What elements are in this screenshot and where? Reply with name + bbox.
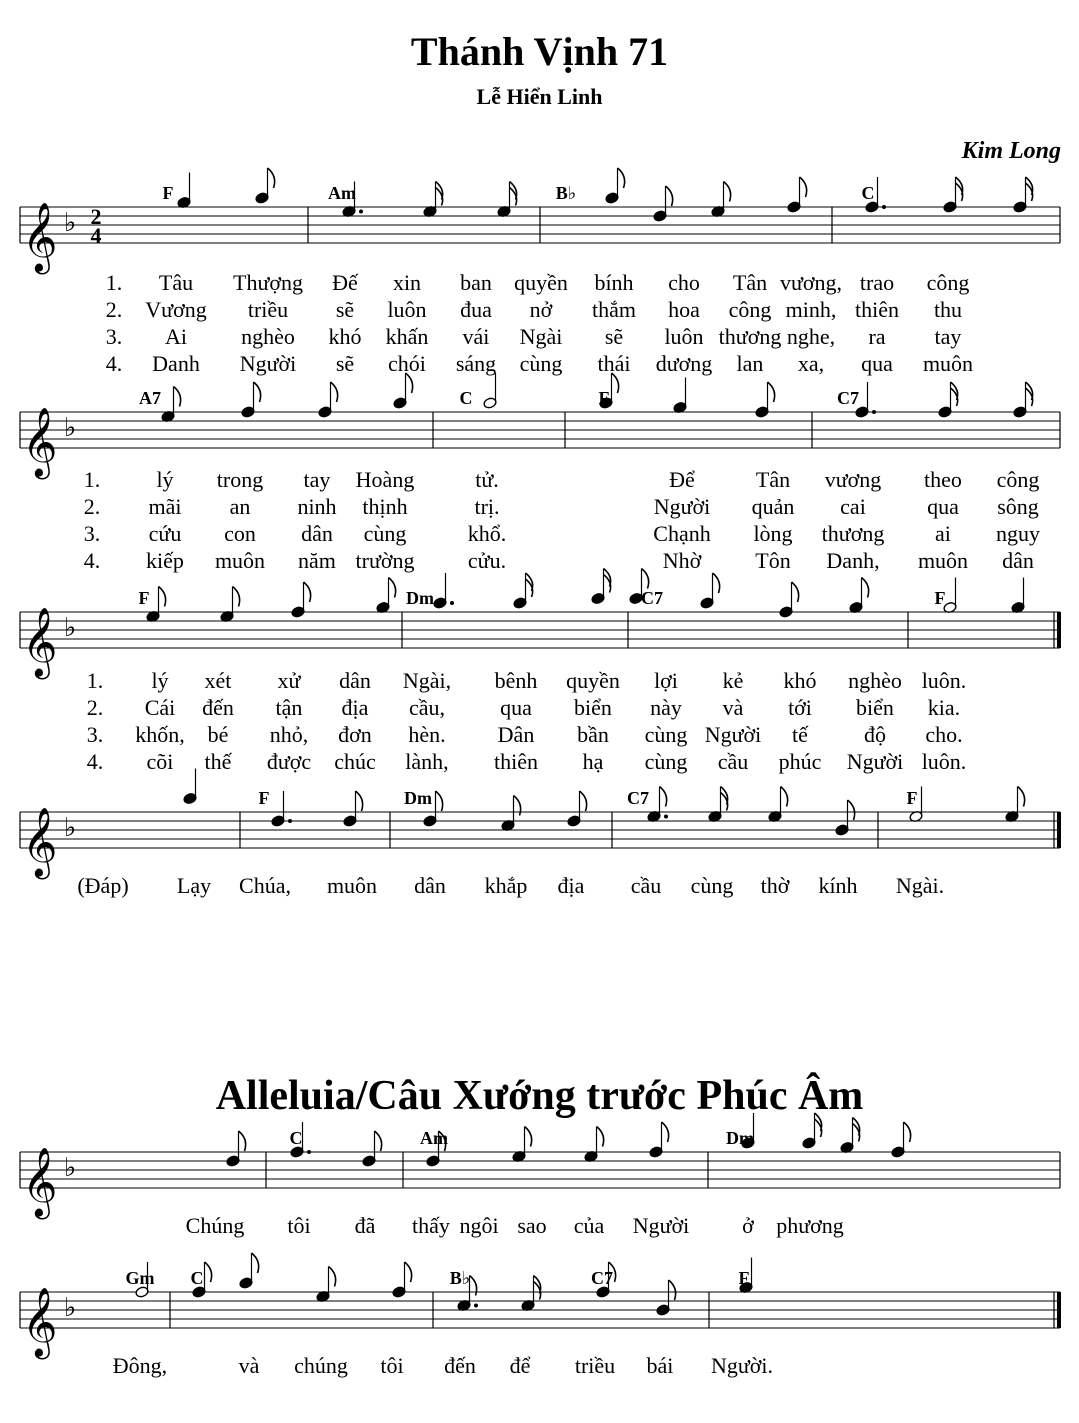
flat-key-icon: ♭ bbox=[64, 813, 77, 843]
note-flag bbox=[768, 382, 775, 402]
lyric-syllable: thương bbox=[718, 324, 782, 349]
lyric-syllable: Ngài, bbox=[402, 668, 452, 693]
chord-label: C bbox=[459, 388, 473, 408]
lyric-syllable: qua bbox=[861, 351, 893, 376]
note-flag bbox=[848, 800, 855, 820]
composer-name: Kim Long bbox=[961, 138, 1061, 164]
note-flag bbox=[239, 1131, 246, 1151]
note-flag bbox=[604, 569, 611, 593]
note-flag bbox=[642, 569, 649, 589]
note-flag bbox=[356, 791, 363, 811]
chord-label: B♭ bbox=[555, 183, 577, 203]
lyric-syllable: Chúa, bbox=[239, 873, 291, 898]
lyric-syllable: cùng bbox=[644, 722, 688, 747]
lyric-syllable: chúc bbox=[334, 749, 376, 774]
lyric-syllable: để bbox=[509, 1353, 531, 1378]
time-signature-top: 2 bbox=[90, 204, 102, 229]
chord-label: F bbox=[906, 788, 918, 808]
lyric-syllable: cửu. bbox=[467, 548, 507, 573]
lyric-syllable: Người bbox=[653, 494, 711, 519]
note-dot bbox=[664, 815, 668, 819]
note-flag bbox=[510, 182, 517, 206]
lyric-syllable: trao bbox=[859, 270, 895, 295]
lyric-syllable: cứu bbox=[148, 521, 182, 546]
lyric-syllable: tôi bbox=[287, 1213, 311, 1238]
note-flag bbox=[669, 1280, 676, 1300]
chord-label: F bbox=[738, 1268, 750, 1288]
lyric-syllable: Tâu bbox=[158, 270, 194, 295]
verse-number: 3. bbox=[105, 324, 123, 349]
chord-label: Dm bbox=[726, 1128, 754, 1148]
lyric-syllable: quyền bbox=[566, 668, 620, 693]
note-flag bbox=[254, 382, 261, 402]
lyric-syllable: Chúng bbox=[185, 1213, 245, 1238]
chord-label: B♭ bbox=[449, 1268, 471, 1288]
lyric-syllable: thiên bbox=[855, 297, 899, 322]
lyric-syllable: cùng bbox=[644, 749, 688, 774]
lyric-syllable: Nhờ bbox=[662, 548, 702, 573]
note-flag bbox=[853, 1118, 860, 1142]
lyric-syllable: của bbox=[573, 1213, 605, 1238]
treble-clef-icon: 𝄞 bbox=[22, 202, 58, 272]
lyric-syllable: biển bbox=[574, 695, 612, 720]
staff-system bbox=[20, 1113, 1060, 1238]
note-flag bbox=[781, 787, 788, 807]
lyric-syllable: tận bbox=[275, 695, 303, 720]
lyric-syllable: sẽ bbox=[604, 324, 624, 349]
lyric-syllable: bần bbox=[577, 722, 609, 747]
lyric-syllable: sẽ bbox=[335, 351, 355, 376]
lyric-syllable: nhỏ, bbox=[269, 722, 309, 747]
chord-label: C7 bbox=[627, 788, 649, 808]
lyric-syllable: vương, bbox=[779, 270, 843, 295]
note-flag bbox=[862, 578, 869, 598]
lyric-syllable: dân bbox=[414, 873, 446, 898]
note-flag bbox=[205, 1262, 212, 1282]
note-flag bbox=[1026, 177, 1033, 201]
lyric-syllable: xét bbox=[204, 668, 232, 693]
lyric-syllable: tay bbox=[303, 467, 331, 492]
flat-key-icon: ♭ bbox=[64, 413, 77, 443]
lyric-syllable: Đông, bbox=[112, 1353, 168, 1378]
lyric-syllable: trị. bbox=[474, 494, 500, 519]
lyric-syllable: cùng bbox=[363, 521, 407, 546]
lyric-syllable: luôn. bbox=[921, 749, 967, 774]
lyric-syllable: muôn bbox=[326, 873, 378, 898]
note-flag bbox=[951, 382, 958, 406]
lyric-syllable: nghèo bbox=[241, 324, 295, 349]
flat-key-icon: ♭ bbox=[64, 1153, 77, 1183]
lyric-syllable: ninh bbox=[297, 494, 337, 519]
lyric-syllable: đến bbox=[444, 1353, 476, 1378]
chord-label: F bbox=[258, 788, 270, 808]
lyric-syllable: Người bbox=[632, 1213, 690, 1238]
note-flag bbox=[406, 373, 413, 393]
lyric-syllable: này bbox=[650, 695, 682, 720]
chord-label: C bbox=[861, 183, 875, 203]
lyric-syllable: đến bbox=[202, 695, 234, 720]
note-flag bbox=[331, 382, 338, 402]
lyric-syllable: thế bbox=[204, 749, 232, 774]
lyric-syllable: sẽ bbox=[335, 297, 355, 322]
lyric-syllable: địa bbox=[341, 695, 369, 720]
lyric-syllable: vái bbox=[462, 324, 490, 349]
lyric-syllable: Chạnh bbox=[653, 521, 711, 546]
note-flag bbox=[525, 1127, 532, 1147]
lyric-syllable: Người bbox=[704, 722, 762, 747]
alleluia-title: Alleluia/Câu Xướng trước Phúc Âm bbox=[215, 1073, 864, 1119]
lyric-syllable: khó bbox=[783, 668, 817, 693]
lyric-syllable: cầu bbox=[717, 749, 749, 774]
lyric-syllable: ở bbox=[742, 1213, 754, 1238]
lyric-syllable: cai bbox=[840, 494, 866, 519]
verse-number: 1. bbox=[86, 668, 104, 693]
note-flag bbox=[526, 573, 533, 597]
lyric-syllable: xa, bbox=[797, 351, 825, 376]
lyric-syllable: muôn bbox=[917, 548, 969, 573]
note-flag bbox=[436, 182, 443, 206]
note-flag bbox=[666, 186, 673, 206]
lyric-syllable: độ bbox=[864, 722, 886, 747]
lyric-syllable: thờ bbox=[760, 873, 790, 898]
lyric-syllable: theo bbox=[924, 467, 962, 492]
lyric-syllable: muôn bbox=[922, 351, 974, 376]
final-barline-thick bbox=[1057, 1292, 1061, 1328]
chord-label: F bbox=[162, 183, 174, 203]
note-flag bbox=[1026, 382, 1033, 406]
chord-label: C7 bbox=[837, 388, 859, 408]
chord-label: C bbox=[289, 1128, 303, 1148]
note-flag bbox=[304, 582, 311, 602]
lyric-syllable: hạ bbox=[582, 749, 604, 774]
lyric-syllable: khấn bbox=[385, 324, 429, 349]
flat-key-icon: ♭ bbox=[64, 1293, 77, 1323]
lyric-syllable: luôn bbox=[664, 324, 704, 349]
chord-label: C7 bbox=[591, 1268, 613, 1288]
lyric-syllable: cầu bbox=[630, 873, 662, 898]
verse-number: 3. bbox=[86, 722, 104, 747]
verse-number: 1. bbox=[83, 467, 101, 492]
lyric-syllable: ban bbox=[460, 270, 492, 295]
lyric-syllable: lòng bbox=[753, 521, 793, 546]
note-flag bbox=[660, 787, 667, 807]
lyric-syllable: an bbox=[229, 494, 251, 519]
note-flag bbox=[618, 168, 625, 188]
verse-number: 3. bbox=[83, 521, 101, 546]
lyric-syllable: tế bbox=[792, 722, 808, 747]
lyric-syllable: tay bbox=[934, 324, 962, 349]
verse-number: 2. bbox=[105, 297, 123, 322]
lyric-syllable: Danh, bbox=[826, 548, 880, 573]
treble-clef-icon: 𝄞 bbox=[22, 1147, 58, 1217]
lyric-syllable: cùng bbox=[519, 351, 563, 376]
lyric-syllable: qua bbox=[927, 494, 959, 519]
note-flag bbox=[233, 587, 240, 607]
lyric-syllable: được bbox=[266, 749, 312, 774]
lyric-syllable: trong bbox=[216, 467, 264, 492]
lyric-syllable: lý bbox=[151, 668, 169, 693]
lyric-syllable: đã bbox=[354, 1213, 376, 1238]
lyric-syllable: ngôi bbox=[459, 1213, 499, 1238]
note-flag bbox=[721, 787, 728, 811]
chord-label: Am bbox=[328, 183, 356, 203]
lyric-syllable: cùng bbox=[690, 873, 734, 898]
note-dot bbox=[474, 1304, 478, 1308]
note-dot bbox=[450, 601, 454, 605]
lyric-syllable: dân bbox=[301, 521, 333, 546]
lyric-syllable: nghèo bbox=[848, 668, 902, 693]
note-flag bbox=[800, 177, 807, 197]
note-flag bbox=[375, 1131, 382, 1151]
lyric-syllable: đơn bbox=[338, 722, 372, 747]
lyric-syllable: triều bbox=[574, 1353, 616, 1378]
lyric-syllable: và bbox=[238, 1353, 260, 1378]
lyric-syllable: phúc bbox=[778, 749, 822, 774]
lyric-syllable: và bbox=[722, 695, 744, 720]
lyric-syllable: thịnh bbox=[362, 494, 408, 519]
final-barline-thick bbox=[1057, 612, 1061, 648]
lyric-syllable: qua bbox=[500, 695, 532, 720]
lyric-syllable: năm bbox=[298, 548, 336, 573]
lyric-syllable: địa bbox=[557, 873, 585, 898]
lyric-syllable: tôi bbox=[380, 1353, 404, 1378]
lyric-syllable: khổ. bbox=[467, 521, 507, 546]
lyric-syllable: con bbox=[224, 521, 256, 546]
treble-clef-icon: 𝄞 bbox=[22, 1287, 58, 1357]
lyric-syllable: cho bbox=[668, 270, 700, 295]
chord-label: Am bbox=[420, 1128, 448, 1148]
lyric-syllable: kính bbox=[818, 873, 858, 898]
note-dot bbox=[359, 210, 363, 214]
lyric-syllable: hoa bbox=[668, 297, 700, 322]
note-flag bbox=[534, 1276, 541, 1300]
note-flag bbox=[724, 182, 731, 202]
lyric-syllable: Người. bbox=[710, 1353, 774, 1378]
psalm-title: Thánh Vịnh 71 bbox=[410, 29, 669, 74]
chord-label: Gm bbox=[125, 1268, 155, 1288]
note-flag bbox=[580, 791, 587, 811]
lyric-syllable: thắm bbox=[592, 297, 636, 322]
flat-key-icon: ♭ bbox=[64, 613, 77, 643]
verse-number: 4. bbox=[105, 351, 123, 376]
lyric-syllable: công bbox=[926, 270, 970, 295]
chord-label: Dm bbox=[406, 588, 434, 608]
lyric-syllable: Ngài. bbox=[895, 873, 945, 898]
lyric-syllable: ra bbox=[868, 324, 886, 349]
note-flag bbox=[956, 177, 963, 201]
note-flag bbox=[713, 573, 720, 593]
lyric-syllable: Vương bbox=[145, 297, 207, 322]
lyric-syllable: Để bbox=[669, 467, 695, 492]
lyric-syllable: cho. bbox=[925, 722, 963, 747]
lyric-syllable: sao bbox=[517, 1213, 547, 1238]
chord-label: F bbox=[598, 388, 610, 408]
lyric-syllable: chúng bbox=[294, 1353, 348, 1378]
note-flag bbox=[1018, 787, 1025, 807]
lyric-syllable: dân bbox=[1002, 548, 1034, 573]
note-dot bbox=[882, 205, 886, 209]
verse-number: 2. bbox=[83, 494, 101, 519]
note-flag bbox=[597, 1127, 604, 1147]
lyric-syllable: bính bbox=[594, 270, 634, 295]
lyric-syllable: Hoàng bbox=[355, 467, 415, 492]
chord-label: A7 bbox=[139, 388, 161, 408]
lyric-syllable: luôn bbox=[387, 297, 427, 322]
chord-label: F bbox=[934, 588, 946, 608]
lyric-syllable: lành, bbox=[405, 749, 449, 774]
lyric-syllable: lý bbox=[156, 467, 174, 492]
lyric-syllable: khốn, bbox=[135, 722, 185, 747]
lyric-syllable: thương bbox=[821, 521, 885, 546]
lyric-syllable: phương bbox=[776, 1213, 844, 1238]
lyric-syllable: nở bbox=[529, 297, 553, 322]
staff-system bbox=[20, 373, 1060, 573]
lyric-syllable: Ngài bbox=[519, 324, 563, 349]
note-flag bbox=[792, 582, 799, 602]
note-dot bbox=[872, 410, 876, 414]
note-flag bbox=[662, 1122, 669, 1142]
lyric-syllable: chói bbox=[388, 351, 426, 376]
lyric-syllable: nguy bbox=[996, 521, 1040, 546]
note-flag bbox=[904, 1122, 911, 1142]
lyric-syllable: thu bbox=[933, 297, 963, 322]
lyric-syllable: quyền bbox=[514, 270, 568, 295]
lyric-syllable: ai bbox=[935, 521, 951, 546]
note-flag bbox=[329, 1267, 336, 1287]
lyric-syllable: kia. bbox=[927, 695, 961, 720]
verse-number: 4. bbox=[86, 749, 104, 774]
lyric-syllable: Người bbox=[846, 749, 904, 774]
lyric-syllable: cõi bbox=[146, 749, 174, 774]
lyric-syllable: hèn. bbox=[408, 722, 446, 747]
lyric-syllable: luôn. bbox=[921, 668, 967, 693]
staff-system bbox=[20, 1253, 1061, 1378]
verse-number: 1. bbox=[105, 270, 123, 295]
lyric-syllable: nghe, bbox=[786, 324, 836, 349]
note-flag bbox=[815, 1113, 822, 1137]
note-flag bbox=[174, 387, 181, 407]
lyric-syllable: tới bbox=[788, 695, 812, 720]
lyric-syllable: trường bbox=[355, 548, 415, 573]
note-flag bbox=[159, 587, 166, 607]
lyric-syllable: Danh bbox=[152, 351, 200, 376]
treble-clef-icon: 𝄞 bbox=[22, 407, 58, 477]
lyric-syllable: (Đáp) bbox=[77, 873, 129, 898]
lyric-syllable: bái bbox=[646, 1353, 674, 1378]
lyric-syllable: lan bbox=[736, 351, 764, 376]
lyric-syllable: bé bbox=[207, 722, 229, 747]
lyric-syllable: dân bbox=[339, 668, 371, 693]
lyric-syllable: biển bbox=[856, 695, 894, 720]
note-flag bbox=[252, 1253, 259, 1273]
final-barline-thick bbox=[1057, 812, 1061, 848]
lyric-syllable: tử. bbox=[475, 467, 499, 492]
staff-system bbox=[20, 569, 1061, 775]
chord-label: C bbox=[190, 1268, 204, 1288]
chord-label: Dm bbox=[404, 788, 432, 808]
lyric-syllable: Ai bbox=[165, 324, 187, 349]
flat-key-icon: ♭ bbox=[64, 208, 77, 238]
lyric-syllable: công bbox=[728, 297, 772, 322]
lyric-syllable: sáng bbox=[455, 351, 497, 376]
lyric-syllable: Tôn bbox=[755, 548, 791, 573]
lyric-syllable: thái bbox=[597, 351, 631, 376]
lyric-syllable: thiên bbox=[494, 749, 538, 774]
treble-clef-icon: 𝄞 bbox=[22, 607, 58, 677]
lyric-syllable: Dân bbox=[497, 722, 535, 747]
lyric-syllable: Đế bbox=[332, 270, 358, 295]
lyric-syllable: công bbox=[996, 467, 1040, 492]
note-flag bbox=[405, 1262, 412, 1282]
lyric-syllable: Tân bbox=[732, 270, 768, 295]
lyric-syllable: thấy bbox=[412, 1213, 450, 1238]
staff-system bbox=[20, 769, 1061, 899]
note-dot bbox=[288, 819, 292, 823]
time-signature-bottom: 4 bbox=[90, 223, 102, 248]
chord-label: F bbox=[138, 588, 150, 608]
lyric-syllable: Cái bbox=[144, 695, 176, 720]
staff-system bbox=[20, 168, 1060, 376]
note-flag bbox=[436, 791, 443, 811]
lyric-syllable: Người bbox=[239, 351, 297, 376]
lyric-syllable: Tân bbox=[755, 467, 791, 492]
note-dot bbox=[307, 1150, 311, 1154]
lyric-syllable: Thượng bbox=[233, 270, 303, 295]
lyric-syllable: dương bbox=[655, 351, 713, 376]
lyric-syllable: Lạy bbox=[176, 873, 212, 898]
lyric-syllable: cầu, bbox=[408, 695, 446, 720]
note-flag bbox=[389, 578, 396, 598]
lyric-syllable: khó bbox=[328, 324, 362, 349]
lyric-syllable: bênh bbox=[494, 668, 538, 693]
lyric-syllable: đua bbox=[460, 297, 492, 322]
treble-clef-icon: 𝄞 bbox=[22, 807, 58, 877]
lyric-syllable: quản bbox=[751, 494, 795, 519]
lyric-syllable: mãi bbox=[148, 494, 182, 519]
note-flag bbox=[268, 168, 275, 188]
lyric-syllable: khắp bbox=[484, 873, 528, 898]
lyric-syllable: sông bbox=[997, 494, 1039, 519]
lyric-syllable: kiếp bbox=[146, 548, 184, 573]
lyric-syllable: xin bbox=[392, 270, 422, 295]
lyric-syllable: minh, bbox=[785, 297, 837, 322]
lyric-syllable: kẻ bbox=[722, 668, 744, 693]
verse-number: 4. bbox=[83, 548, 101, 573]
chord-label: C7 bbox=[641, 588, 663, 608]
lyric-syllable: muôn bbox=[214, 548, 266, 573]
lyric-syllable: triều bbox=[247, 297, 289, 322]
lyric-syllable: lợi bbox=[654, 668, 678, 693]
verse-number: 2. bbox=[86, 695, 104, 720]
lyric-syllable: vương bbox=[824, 467, 882, 492]
psalm-subtitle: Lễ Hiển Linh bbox=[476, 84, 603, 109]
note-flag bbox=[612, 373, 619, 393]
lyric-syllable: xử bbox=[277, 668, 301, 693]
